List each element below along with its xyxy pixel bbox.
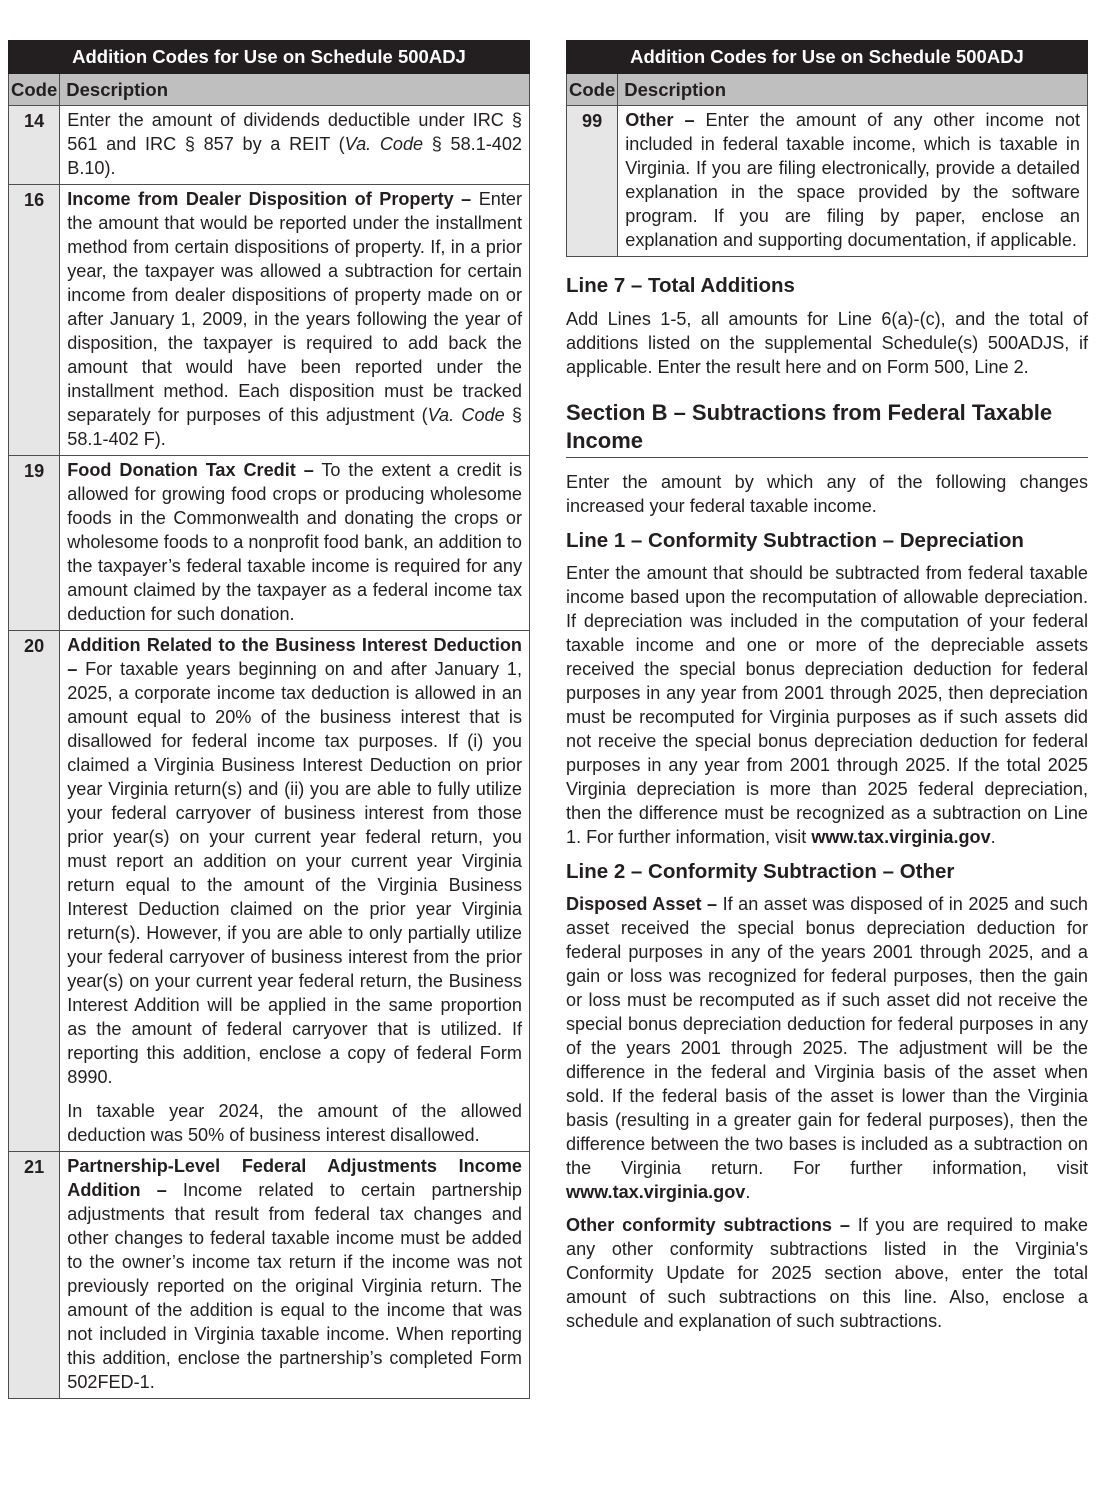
- instructions-body: [566, 273, 1088, 1333]
- row-code: 16: [9, 185, 60, 456]
- row-code: 99: [567, 106, 618, 257]
- description-paragraph: [67, 633, 522, 1089]
- disposed-asset-heading: Disposed Asset –: [566, 894, 718, 914]
- description-paragraph: In taxable year 2024, the amount of the allowed deduction was 50% of business interest disallowed.: [67, 1101, 522, 1145]
- description-text: Enter the amount that would be reported under the installment method from certain dispositions of property. If, in a prior year, the taxpayer was allowed a subtraction for certain income from dealer dispositions of property made on or after January 1, 2009, in the years following the year of disposition, the taxpayer is required to add back the amount that would have been reported under the installment method. Each disposition must be tracked separately for purposes of this adjustment (: [67, 189, 522, 425]
- right-column: [566, 40, 1088, 1333]
- disposed-asset-body: If an asset was disposed of in 2025 and such asset received the special bonus depreciation deduction for federal purposes in any of the years 2001 through 2025, and a gain or loss was recognized for federal purposes, then the gain or loss must be recomputed as if such asset did not receive the special bonus depreciation deduction for federal purposes in any of the years 2001 through 2025. The adjustment will be the difference in the federal and Virginia basis of the asset when sold. If the federal basis of the asset is lower than the Virginia basis (resulting in a greater gain for federal purposes), then the difference between the two bases is included as a subtraction on the Virginia return. For further information, visit: [566, 894, 1088, 1178]
- table-row: [9, 1152, 530, 1399]
- line2-heading: Line 2 – Conformity Subtraction – Other: [566, 860, 955, 883]
- code-column-header: Code: [567, 74, 618, 106]
- section-b-heading: Section B – Subtractions from Federal Taxable Income: [566, 399, 1088, 458]
- description-text: For taxable years beginning on and after January 1, 2025, a corporate income tax deduction is allowed in an amount equal to 20% of the business interest that is disallowed for federal income tax purposes. If (i) you claimed a Virginia Business Interest Deduction on prior year Virginia return(s) and (ii) you are able to fully utilize your federal carryover of business interest from those prior year(s) on your current year federal return, you must report an addition on your current year Virginia return equal to the amount of the Virginia Business Interest Deduction claimed on the prior year Virginia return(s). However, if you are able to only partially utilize your federal carryover of business interest from the prior year(s) on your current year federal return, the Business Interest Addition will be applied in the same proportion as the amount of federal carryover that is utilized. If reporting this addition, enclose a copy of federal Form 8990.: [67, 659, 522, 1087]
- description-column-header: Description: [618, 74, 1088, 106]
- website-link[interactable]: www.tax.virginia.gov: [566, 1182, 746, 1202]
- row-description: [618, 106, 1088, 257]
- citation: Va. Code: [344, 134, 424, 154]
- description-column-header: Description: [60, 74, 530, 106]
- description-text: Enter the amount of dividends deductible under IRC § 561 and IRC § 857 by a REIT (: [67, 110, 522, 154]
- row-description: [60, 185, 530, 456]
- row-code: 19: [9, 456, 60, 631]
- description-text: § 58.1-402 F).: [67, 405, 522, 449]
- table-title: Addition Codes for Use on Schedule 500ADJ: [9, 41, 530, 74]
- code-column-header: Code: [9, 74, 60, 106]
- addition-codes-table-left: [8, 40, 530, 1399]
- description-text: Income related to certain partnership adjustments that result from federal tax changes and other changes to federal taxable income must be added to the owner’s income tax return if the income was not previously reported on the original Virginia return. The amount of the addition is equal to the income that was not included in Virginia taxable income. When reporting this addition, enclose the partnership’s completed Form 502FED-1.: [67, 1180, 522, 1392]
- line1-text: [566, 561, 1088, 849]
- table-title: Addition Codes for Use on Schedule 500ADJ: [567, 41, 1088, 74]
- row-code: 14: [9, 106, 60, 185]
- row-heading: Partnership-Level Federal Adjustments Income Addition –: [67, 1156, 522, 1200]
- line7-heading: Line 7 – Total Additions: [566, 274, 795, 297]
- description-text: § 58.1-402 B.10).: [67, 134, 522, 178]
- table-row: [9, 631, 530, 1152]
- addition-codes-table-right: [566, 40, 1088, 257]
- disposed-asset-text: [566, 892, 1088, 1204]
- row-heading: Addition Related to the Business Interest Deduction –: [67, 635, 522, 679]
- disposed-asset-end: .: [745, 1182, 751, 1202]
- row-heading: Income from Dealer Disposition of Property –: [67, 189, 472, 209]
- row-heading: Food Donation Tax Credit –: [67, 460, 314, 480]
- row-code: 20: [9, 631, 60, 1152]
- row-description: [60, 456, 530, 631]
- table-row: [9, 456, 530, 631]
- citation: Va. Code: [427, 405, 505, 425]
- row-heading: Other –: [625, 110, 695, 130]
- table-row: [9, 185, 530, 456]
- other-conformity-heading: Other conformity subtractions –: [566, 1215, 850, 1235]
- table-row: [567, 106, 1088, 257]
- row-description: [60, 1152, 530, 1399]
- description-text: To the extent a credit is allowed for growing food crops or producing wholesome foods in the Commonwealth and donating the crops or wholesome foods to a nonprofit food bank, an addition to the taxpayer’s federal taxable income is required for any amount claimed by the taxpayer as a federal income tax deduction for such donation.: [67, 460, 522, 624]
- description-text: Enter the amount of any other income not included in federal taxable income, which is taxable in Virginia. If you are filing electronically, provide a detailed explanation in the space provided by the software program. If you are filing by paper, enclose an explanation and supporting documentation, if applicable.: [625, 110, 1080, 250]
- line7-text: Add Lines 1-5, all amounts for Line 6(a)-(c), and the total of additions listed on the supplemental Schedule(s) 500ADJS, if applicable. Enter the result here and on Form 500, Line 2.: [566, 309, 1088, 377]
- line1-heading: Line 1 – Conformity Subtraction – Depreciation: [566, 529, 1024, 552]
- other-conformity-body: If you are required to make any other conformity subtractions listed in the Virginia's Conformity Update for 2025 section above, enter the total amount of such subtractions on this line. Also, enclose a schedule and explanation of such subtractions.: [566, 1215, 1088, 1331]
- row-description: [60, 106, 530, 185]
- row-code: 21: [9, 1152, 60, 1399]
- row-description: [60, 631, 530, 1152]
- line1-body: Enter the amount that should be subtracted from federal taxable income based upon the recomputation of allowable depreciation. If depreciation was included in the computation of your federal taxable income and one or more of the depreciable assets received the special bonus depreciation deduction for federal purposes in any year from 2001 through 2025, then depreciation must be recomputed for Virginia purposes as if such assets did not receive the special bonus depreciation deduction for federal purposes in any year from 2001 through 2025. If the total 2025 Virginia depreciation is more than 2025 federal depreciation, then the difference must be recognized as a subtraction on Line 1. For further information, visit: [566, 563, 1088, 847]
- website-link[interactable]: www.tax.virginia.gov: [811, 827, 991, 847]
- other-conformity-text: [566, 1213, 1088, 1333]
- table-row: [9, 106, 530, 185]
- section-b-text: Enter the amount by which any of the following changes increased your federal taxable income.: [566, 472, 1088, 516]
- left-column: [8, 40, 530, 1399]
- line1-end: .: [990, 827, 996, 847]
